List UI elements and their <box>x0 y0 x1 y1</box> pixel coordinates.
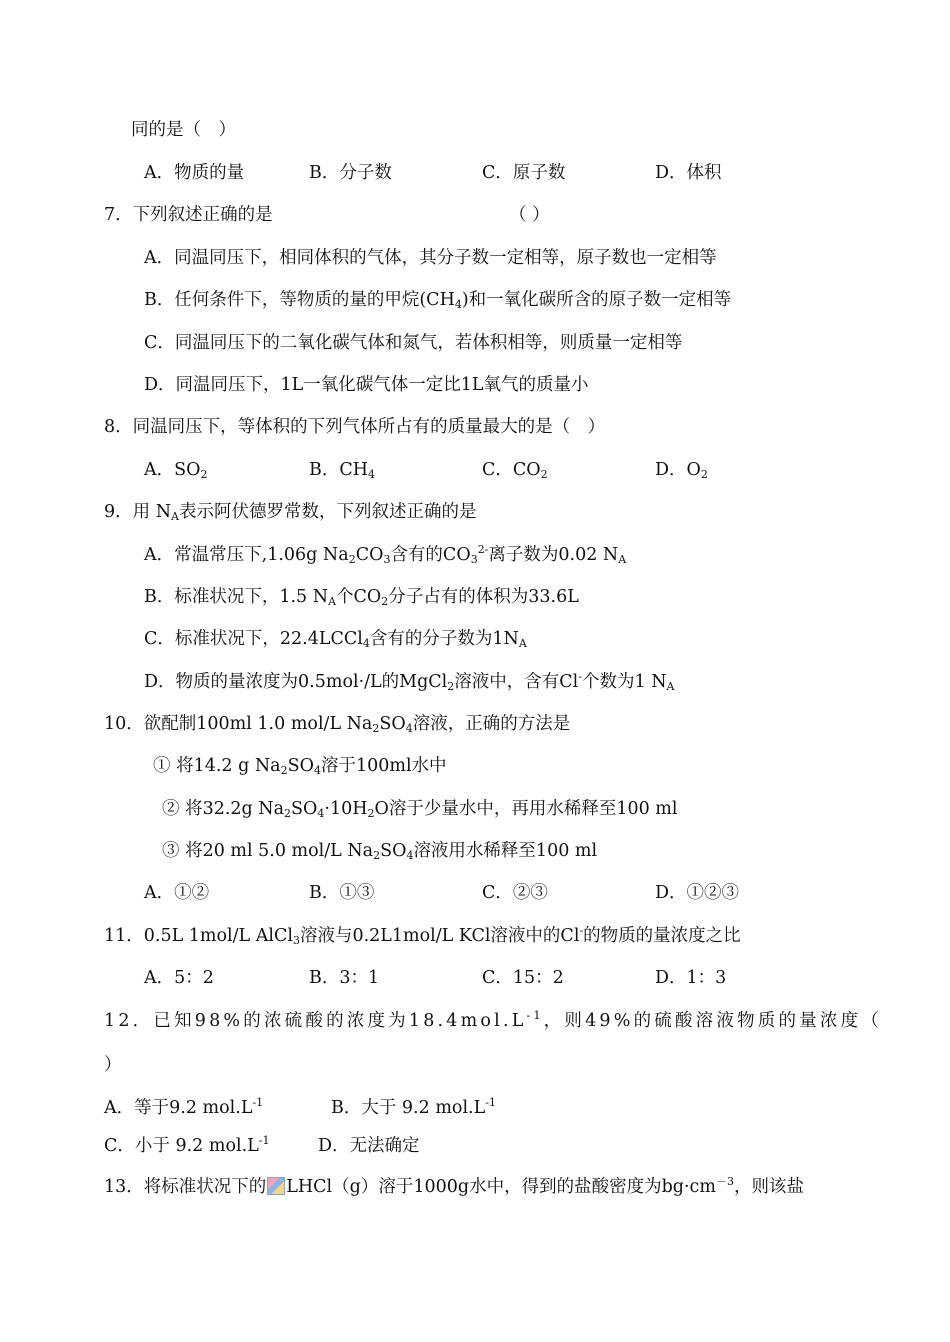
q11-option-d: D．1：3 <box>655 968 727 988</box>
q10-option-c: C．②③ <box>482 883 548 903</box>
q11-option-a: A．5：2 <box>144 968 214 988</box>
q9-stem: 9．用 $N_A$表示阿伏德罗常数，下列叙述正确的是 <box>104 502 477 523</box>
q10-item-2: ② 将32.2g $Na_2SO_4\cdot 10H_2O$溶于少量水中，再用水稀释至100 ml <box>162 799 678 820</box>
q10-item-3: ③ 将20 ml 5.0 mol/L $Na_2SO_4$溶液用水稀释至100 ml <box>162 841 598 862</box>
q9-option-c: C．标准状况下，22.4LCCl$_4$含有的分子数为$1N_A$ <box>144 629 527 650</box>
q6-option-a: A．物质的量 <box>144 163 245 183</box>
q6-option-c: C．原子数 <box>482 163 566 183</box>
q11-stem: 11．0.5L 1mol/L AlCl$_3$溶液与0.2L1mol/L KCl溶液中的Cl-的物质的量浓度之比 <box>104 924 741 947</box>
q7-option-c: C．同温同压下的二氧化碳气体和氮气，若体积相等，则质量一定相等 <box>144 333 683 353</box>
q7-answer-paren: （ ） <box>509 205 550 225</box>
q12-stem-close: ） <box>104 1055 122 1075</box>
q6-option-d: D．体积 <box>655 163 722 183</box>
q11-option-c: C．15：2 <box>482 968 564 988</box>
q13-stem: 13．将标准状况下的 LHCl（g）溶于1000g水中，得到的盐酸密度为$bg\cdot cm^{-3}$，则该盐 <box>104 1175 804 1197</box>
q10-option-a: A．①② <box>144 883 210 903</box>
q8-option-b: B．$CH_4$ <box>309 460 376 481</box>
q7-stem: 7．下列叙述正确的是 <box>104 205 273 225</box>
q6-option-b: B．分子数 <box>309 163 392 183</box>
q12-option-d: D．无法确定 <box>318 1136 420 1156</box>
q7-option-b: B．任何条件下，等物质的量的甲烷$(CH_4)$和一氧化碳所含的原子数一定相等 <box>144 290 732 311</box>
q10-option-d: D．①②③ <box>655 883 740 903</box>
q7-option-a: A．同温同压下，相同体积的气体，其分子数一定相等，原子数也一定相等 <box>144 248 717 268</box>
q10-option-b: B．①③ <box>309 883 375 903</box>
formula-image-icon <box>267 1177 285 1195</box>
q7-option-d: D．同温同压下，1L一氧化碳气体一定比1L氧气的质量小 <box>144 375 589 395</box>
q11-option-b: B．3：1 <box>309 968 380 988</box>
q8-option-d: D．$O_2$ <box>655 460 708 481</box>
q8-option-a: A．$SO_2$ <box>144 460 208 481</box>
q12-option-c: C．小于 9.2 $mol.L^{-1}$ <box>104 1134 270 1156</box>
q9-option-b: B．标准状况下，1.5 $N_A$个$CO_2$分子占有的体积为33.6L <box>144 587 579 608</box>
q9-option-a: A．常温常压下,1.06g $Na_2CO_3$含有的$CO_3^{2-}$离子数为0.02 $N_A$ <box>144 543 627 566</box>
q8-option-c: C．$CO_2$ <box>482 460 548 481</box>
q9-option-d: D．物质的量浓度为0.5mol·/L的MgCl$_2$溶液中，含有Cl-个数为1 $N_A$ <box>144 670 675 693</box>
q8-stem: 8．同温同压下，等体积的下列气体所占有的质量最大的是（ ） <box>104 417 606 437</box>
q12-stem: 12．已知98%的浓硫酸的浓度为$18.4mol.L^{-1}$，则49%的硫酸溶液物质的量浓度（ <box>104 1009 882 1031</box>
q10-item-1: ① 将14.2 g $Na_2SO_4$溶于100ml水中 <box>153 756 447 777</box>
q10-stem: 10．欲配制100ml 1.0 mol/L $Na_2SO_4$溶液，正确的方法是 <box>104 714 571 735</box>
q12-option-b: B．大于 9.2 $mol.L^{-1}$ <box>331 1096 496 1118</box>
q12-option-a: A．等于9.2 $mol.L^{-1}$ <box>104 1096 264 1118</box>
q6-continuation: 同的是（ ） <box>131 120 236 140</box>
